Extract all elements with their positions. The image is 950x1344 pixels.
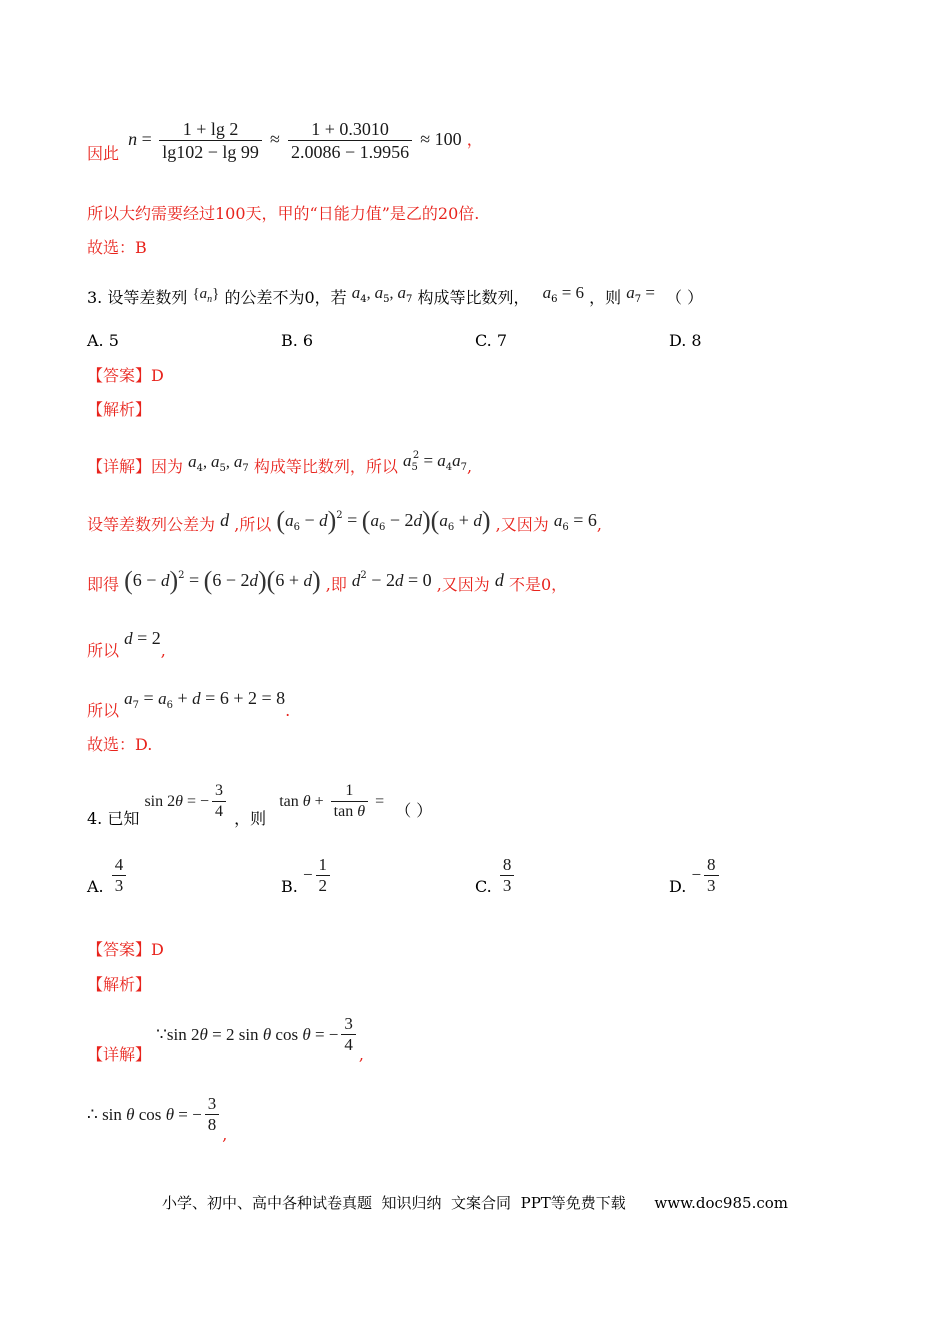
q3-d3-text: 即得 (87, 575, 120, 594)
q3-analysis: 【解析】 (87, 400, 152, 419)
q4-option-letter: C. (475, 877, 492, 896)
q4-option-letter: A. (87, 877, 104, 896)
q3-detail-5: 所以 $a_7 = a_6 + d = 6 + 2 = 8$. (87, 688, 291, 720)
q4-option-c[interactable]: C. $\frac{8}{3}$ (475, 855, 517, 897)
q3-d2-text: ,又因为 (495, 515, 549, 534)
q3-seq-an: $\{a_n\}$ (192, 286, 220, 305)
q3-d3-text: ,又因为 (436, 575, 490, 594)
q3-d2-eq: $(a_6 - d)^2 = (a_6 - 2d)(a_6 + d)$ (276, 506, 491, 535)
q3-d2-text: ,所以 (234, 515, 272, 534)
q3-d4-text: 所以 (87, 641, 120, 660)
q3-d3-text: ,即 (325, 575, 347, 594)
q4-option-d[interactable]: D. − $\frac{8}{3}$ (669, 855, 722, 897)
q3-stem-text: ，则 (589, 288, 622, 307)
q4-option-letter: D. (669, 877, 687, 896)
q3-d1-text: 构成等比数列，所以 (253, 457, 398, 476)
q4-d1-eq: ∵sin 2θ = 2 sin θ cos θ = − $\frac{3}{4}$ (156, 1031, 359, 1050)
q3-detail-3: 即得 $(6 - d)^2 = (6 - 2d)(6 + d)$ ,即 $d^2 - 2d = 0$ ,又因为 d 不是0， (87, 566, 568, 595)
q3-option-a[interactable]: A. 5 (87, 331, 119, 350)
q4-sin-eq: sin 2θ = − $\frac{3}{4}$ (144, 797, 229, 816)
detail-tag: 【详解】 (87, 1045, 152, 1064)
q3-d5-eq: $a_7 = a_6 + d = 6 + 2 = 8$ (124, 688, 286, 711)
therefore-label: 因此 (87, 144, 120, 163)
q3-d5-text: 所以 (87, 701, 120, 720)
q3-stem-text: 构成等比数列， (417, 288, 530, 307)
formula-n: n = $\frac{1 + \lg 2}{\lg 102 - \lg 99}$ ≈ $\frac{1 + 0.3010}{2.0086 - 1.9956}$ ≈ 100 (128, 119, 462, 162)
q3-d2-a6: $a_6 = 6$ (553, 510, 597, 533)
q3-stem-text: 的公差不为0，若 (224, 288, 347, 307)
q4-option-a[interactable]: A. $\frac{4}{3}$ (87, 855, 129, 897)
q3-stem (87, 283, 703, 310)
q3-a7-eq: $a_7$ = (626, 283, 655, 305)
q4-detail-2: ∴ sin θ cos θ = − $\frac{3}{8}$ , (87, 1094, 228, 1144)
q3-a6-eq: $a_6 = 6$ (542, 283, 585, 305)
q4-answer: 【答案】D (87, 940, 164, 959)
q4-tan-expr: tan θ + $\frac{1}{\text{tan θ}}$ = (279, 782, 385, 820)
q4-stem-text: 4. 已知 (87, 809, 140, 828)
q4-paren: （ ） (395, 801, 433, 820)
q3-d3-eq: $(6 - d)^2 = (6 - 2d)(6 + d)$ (124, 566, 321, 595)
q3-stem-text: 3. 设等差数列 (87, 288, 188, 307)
comma: ， (466, 130, 483, 149)
q3-d3-text: 不是0， (508, 575, 568, 594)
q4-detail-1: 【详解】 ∵sin 2θ = 2 sin θ cos θ = − $\frac{3}{4}$ , (87, 1014, 364, 1064)
q3-paren: （ ） (666, 288, 704, 307)
formula-n-line (87, 118, 483, 164)
q3-a4a5a7: $a_4$, $a_5$, $a_7$ (351, 283, 413, 305)
q4-d2-eq: ∴ sin θ cos θ = − $\frac{3}{8}$ (87, 1111, 222, 1130)
q3-d2-text: 设等差数列公差为 (87, 515, 216, 534)
choose-b: 故选：B (87, 238, 147, 257)
page-footer: 小学、初中、高中各种试卷真题 知识归纳 文案合同 PPT等免费下载 www.doc985.com (161, 1194, 788, 1212)
q3-choose: 故选：D. (87, 735, 153, 754)
detail-tag: 【详解】 (87, 457, 152, 476)
q3-d1-text: 因为 (151, 457, 184, 476)
q4-option-letter: B. (281, 877, 298, 896)
q3-detail-2: 设等差数列公差为 d ,所以 $(a_6 - d)^2 = (a_6 - 2d)(a_6 + d)$ ,又因为 $a_6 = 6$, (87, 506, 602, 535)
q3-detail-4: 所以 d = 2, (87, 628, 166, 660)
q4-analysis: 【解析】 (87, 975, 152, 994)
q3-detail-1: 【详解】因为 $a_4$, $a_5$, $a_7$ 构成等比数列，所以 $a_5^2 = a_4a_7$, (87, 450, 473, 476)
q3-d3-eq2: $d^2 - 2d = 0$ (351, 570, 432, 590)
q3-answer: 【答案】D (87, 366, 164, 385)
q4-stem (87, 781, 432, 829)
q3-option-b[interactable]: B. 6 (281, 331, 314, 350)
conclusion-text: 所以大约需要经过100天，甲的“日能力值”是乙的20倍. (87, 204, 480, 223)
q3-d1-eq: $a_5^2 = a_4a_7$ (402, 450, 468, 473)
q3-d4-eq: d = 2 (124, 628, 161, 648)
q3-d1-a4a5a7: $a_4$, $a_5$, $a_7$ (188, 452, 249, 474)
q3-option-c[interactable]: C. 7 (475, 331, 508, 350)
q4-option-b[interactable]: B. − $\frac{1}{2}$ (281, 855, 333, 897)
q4-stem-text: ，则 (234, 809, 267, 828)
q3-option-d[interactable]: D. 8 (669, 331, 702, 350)
